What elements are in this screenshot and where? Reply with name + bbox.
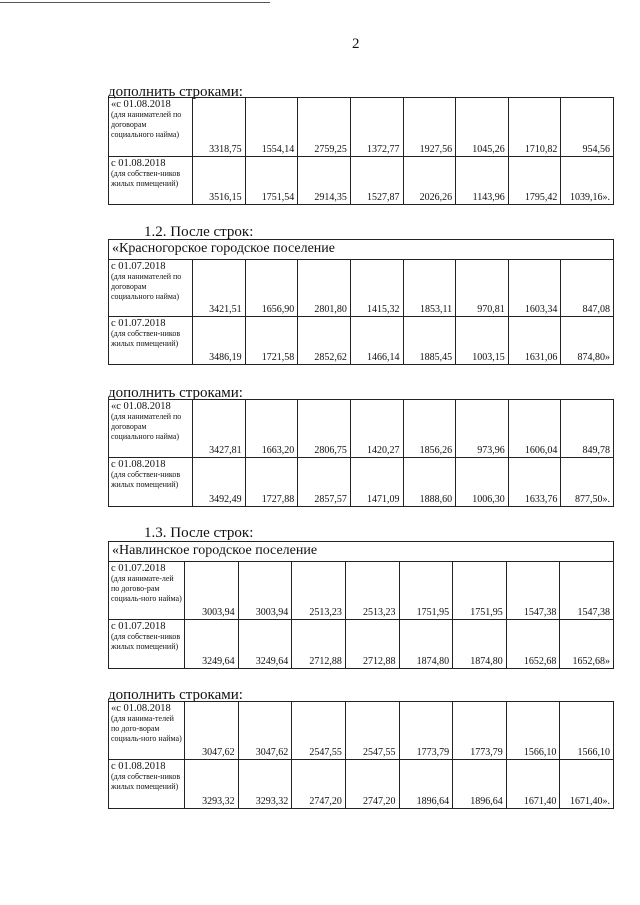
- value-cell: 1045,26: [456, 98, 509, 157]
- value-cell: 1853,11: [403, 260, 456, 317]
- tariff-table: [108, 399, 614, 507]
- table-row: [109, 400, 614, 458]
- value-cell: 2026,26: [403, 157, 456, 205]
- table-row: [109, 760, 614, 809]
- table-row: [109, 260, 614, 317]
- value-cell: 2914,35: [298, 157, 351, 205]
- section-heading: дополнить строками:: [108, 385, 243, 401]
- value-cell: 1885,45: [403, 317, 456, 365]
- value-cell: 2513,23: [292, 562, 346, 620]
- value-cell: 2712,88: [292, 620, 346, 669]
- row-label: с 01.08.2018 (для собствен-ников жилых помещений): [109, 760, 185, 809]
- tariff-table: [108, 97, 614, 205]
- table-title-row: [109, 542, 614, 562]
- value-cell: 1927,56: [403, 98, 456, 157]
- value-cell: 1603,34: [508, 260, 561, 317]
- value-cell: 1566,10: [506, 702, 560, 760]
- value-cell: 3486,19: [193, 317, 246, 365]
- row-label: «с 01.08.2018 (для нанимателей по договорам социального найма): [109, 98, 193, 157]
- value-cell: 1633,76: [508, 458, 561, 507]
- value-cell: 1039,16».: [561, 157, 614, 205]
- row-label: с 01.07.2018 (для собствен-ников жилых помещений): [109, 317, 193, 365]
- value-cell: 2747,20: [345, 760, 399, 809]
- value-cell: 1415,32: [350, 260, 403, 317]
- table-row: [109, 458, 614, 507]
- value-cell: 3249,64: [238, 620, 292, 669]
- value-cell: 3516,15: [193, 157, 246, 205]
- value-cell: 1896,64: [399, 760, 453, 809]
- value-cell: 1751,95: [399, 562, 453, 620]
- value-cell: 1606,04: [508, 400, 561, 458]
- value-cell: 1727,88: [245, 458, 298, 507]
- value-cell: 1652,68: [506, 620, 560, 669]
- value-cell: 1751,54: [245, 157, 298, 205]
- value-cell: 3003,94: [238, 562, 292, 620]
- value-cell: 1671,40».: [560, 760, 614, 809]
- value-cell: 2801,80: [298, 260, 351, 317]
- value-cell: 2712,88: [345, 620, 399, 669]
- table-row: [109, 157, 614, 205]
- value-cell: 3249,64: [185, 620, 239, 669]
- row-label: с 01.08.2018 (для собствен-ников жилых помещений): [109, 157, 193, 205]
- value-cell: 1671,40: [506, 760, 560, 809]
- value-cell: 1471,09: [350, 458, 403, 507]
- value-cell: 1554,14: [245, 98, 298, 157]
- table-title-row: [109, 240, 614, 260]
- value-cell: 2759,25: [298, 98, 351, 157]
- value-cell: 1656,90: [245, 260, 298, 317]
- value-cell: 1773,79: [453, 702, 507, 760]
- value-cell: 3293,32: [238, 760, 292, 809]
- value-cell: 874,80»: [561, 317, 614, 365]
- row-label: «с 01.08.2018 (для нанимателей по договорам социального найма): [109, 400, 193, 458]
- value-cell: 973,96: [456, 400, 509, 458]
- value-cell: 1856,26: [403, 400, 456, 458]
- value-cell: 1566,10: [560, 702, 614, 760]
- value-cell: 849,78: [561, 400, 614, 458]
- settlement-name: «Навлинское городское поселение: [109, 542, 614, 562]
- row-label: с 01.07.2018 (для собствен-ников жилых помещений): [109, 620, 185, 669]
- value-cell: 954,56: [561, 98, 614, 157]
- value-cell: 2547,55: [292, 702, 346, 760]
- value-cell: 1773,79: [399, 702, 453, 760]
- value-cell: 2513,23: [345, 562, 399, 620]
- tariff-table: [108, 541, 614, 669]
- value-cell: 1547,38: [506, 562, 560, 620]
- value-cell: 2852,62: [298, 317, 351, 365]
- section-heading: 1.2. После строк:: [144, 224, 254, 240]
- value-cell: 3421,51: [193, 260, 246, 317]
- table-row: [109, 317, 614, 365]
- page-number: 2: [352, 36, 360, 52]
- value-cell: 2857,57: [298, 458, 351, 507]
- value-cell: 1003,15: [456, 317, 509, 365]
- value-cell: 1795,42: [508, 157, 561, 205]
- value-cell: 1420,27: [350, 400, 403, 458]
- value-cell: 1527,87: [350, 157, 403, 205]
- value-cell: 1896,64: [453, 760, 507, 809]
- value-cell: 1143,96: [456, 157, 509, 205]
- value-cell: 1663,20: [245, 400, 298, 458]
- table-row: [109, 620, 614, 669]
- settlement-name: «Красногорское городское поселение: [109, 240, 614, 260]
- value-cell: 1710,82: [508, 98, 561, 157]
- value-cell: 1631,06: [508, 317, 561, 365]
- tariff-table: [108, 239, 614, 365]
- value-cell: 3047,62: [238, 702, 292, 760]
- value-cell: 3293,32: [185, 760, 239, 809]
- row-label: с 01.07.2018 (для нанимателей по договорам социального найма): [109, 260, 193, 317]
- value-cell: 1372,77: [350, 98, 403, 157]
- value-cell: 2806,75: [298, 400, 351, 458]
- value-cell: 1006,30: [456, 458, 509, 507]
- value-cell: 2747,20: [292, 760, 346, 809]
- value-cell: 1874,80: [453, 620, 507, 669]
- value-cell: 1888,60: [403, 458, 456, 507]
- value-cell: 877,50».: [561, 458, 614, 507]
- section-heading: 1.3. После строк:: [144, 525, 254, 541]
- value-cell: 847,08: [561, 260, 614, 317]
- value-cell: 3492,49: [193, 458, 246, 507]
- value-cell: 1721,58: [245, 317, 298, 365]
- value-cell: 3427,81: [193, 400, 246, 458]
- value-cell: 1874,80: [399, 620, 453, 669]
- table-row: [109, 98, 614, 157]
- section-heading: дополнить строками:: [108, 84, 243, 100]
- table-row: [109, 702, 614, 760]
- value-cell: 2547,55: [345, 702, 399, 760]
- row-label: с 01.07.2018 (для нанимате-лей по догово-рам социаль-ного найма): [109, 562, 185, 620]
- value-cell: 1547,38: [560, 562, 614, 620]
- value-cell: 1751,95: [453, 562, 507, 620]
- value-cell: 970,81: [456, 260, 509, 317]
- value-cell: 3047,62: [185, 702, 239, 760]
- top-rule: [0, 2, 270, 3]
- tariff-table: [108, 701, 614, 809]
- row-label: «с 01.08.2018 (для нанима-телей по дого-ворам социаль-ного найма): [109, 702, 185, 760]
- value-cell: 3003,94: [185, 562, 239, 620]
- value-cell: 1652,68»: [560, 620, 614, 669]
- section-heading: дополнить строками:: [108, 687, 243, 703]
- value-cell: 3318,75: [193, 98, 246, 157]
- value-cell: 1466,14: [350, 317, 403, 365]
- row-label: с 01.08.2018 (для собствен-ников жилых помещений): [109, 458, 193, 507]
- table-row: [109, 562, 614, 620]
